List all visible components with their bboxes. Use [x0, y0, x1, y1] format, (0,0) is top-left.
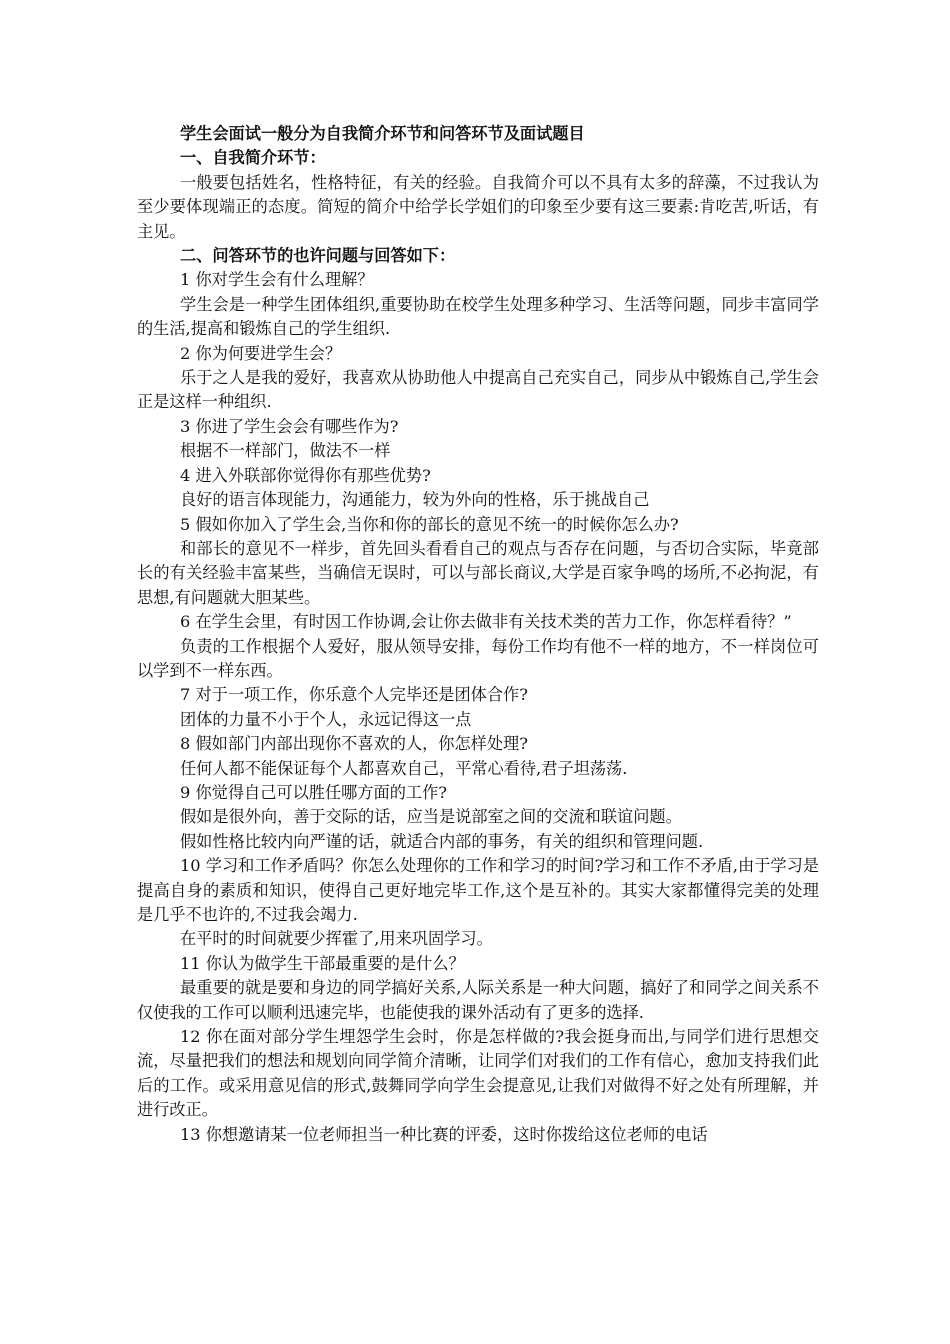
question-10: 10 学习和工作矛盾吗？你怎么处理你的工作和学习的时间?学习和工作不矛盾,由于学习是提高自身的素质和知识，使得自己更好地完毕工作,这个是互补的。其实大家都懂得完美的处理是几乎不也许的,不过我会竭力.: [137, 856, 819, 924]
document-body: [137, 122, 819, 1147]
question-5: 5 假如你加入了学生会,当你和你的部长的意见不统一的时候你怎么办?: [180, 514, 679, 534]
question-8: 8 假如部门内部出现你不喜欢的人，你怎样处理?: [180, 734, 528, 754]
question-12: 12 你在面对部分学生埋怨学生会时，你是怎样做的?我会挺身而出,与同学们进行思想交流，尽量把我们的想法和规划向同学简介清晰，让同学们对我们的工作有信心，愈加支持我们此后的工作。或采用意见信的形式,鼓舞同学向学生会提意见,让我们对做得不好之处有所理解，并进行改正。: [137, 1027, 819, 1120]
question-6: 6 在学生会里，有时因工作协调,会让你去做非有关技术类的苦力工作，你怎样看待？”: [180, 612, 792, 632]
question-7: 7 对于一项工作，你乐意个人完毕还是团体合作?: [180, 685, 528, 705]
question-4: 4 进入外联部你觉得你有那些优势?: [180, 465, 431, 485]
answer-1: 学生会是一种学生团体组织,重要协助在校学生处理多种学习、生活等问题，同步丰富同学的生活,提高和锻炼自己的学生组织.: [137, 294, 819, 339]
answer-9a: 假如是很外向，善于交际的话，应当是说部室之间的交流和联谊问题。: [180, 807, 682, 827]
answer-8: 任何人都不能保证每个人都喜欢自己，平常心看待,君子坦荡荡.: [180, 758, 628, 778]
answer-2: 乐于之人是我的爱好，我喜欢从协助他人中提高自己充实自己，同步从中锻炼自己,学生会正是这样一种组织.: [137, 368, 819, 412]
section-heading-qa: 二、问答环节的也许问题与回答如下：: [180, 246, 456, 266]
section-heading-self-intro: 一、自我简介环节：: [180, 148, 326, 168]
answer-4: 良好的语言体现能力，沟通能力，较为外向的性格，乐于挑战自己: [180, 490, 650, 510]
question-13: 13 你想邀请某一位老师担当一种比赛的评委，这时你拨给这位老师的电话: [180, 1124, 708, 1144]
answer-5: 和部长的意见不一样步，首先回头看看自己的观点与否存在问题，与否切合实际，毕竟部长的有关经验丰富某些，当确信无误时，可以与部长商议,大学是百家争鸣的场所,不必拘泥，有思想,有问题就大胆某些。: [137, 538, 819, 607]
answer-10: 在平时的时间就要少挥霍了,用来巩固学习。: [180, 929, 493, 949]
answer-11: 最重要的就是要和身边的同学搞好关系,人际关系是一种大问题，搞好了和同学之间关系不仅使我的工作可以顺利迅速完毕，也能使我的课外活动有了更多的选择.: [137, 978, 819, 1022]
answer-7: 团体的力量不小于个人，永远记得这一点: [180, 709, 472, 729]
question-3: 3 你进了学生会会有哪些作为?: [180, 416, 399, 436]
question-9: 9 你觉得自己可以胜任哪方面的工作?: [180, 782, 447, 802]
answer-6: 负责的工作根据个人爱好，服从领导安排，每份工作均有他不一样的地方，不一样岗位可以学到不一样东西。: [137, 636, 819, 680]
document-title: 学生会面试一般分为自我简介环节和问答环节及面试题目: [180, 124, 585, 143]
answer-9b: 假如性格比较内向严谨的话，就适合内部的事务，有关的组织和管理问题.: [180, 831, 704, 851]
question-1: 1 你对学生会有什么理解？: [180, 270, 374, 290]
answer-3: 根据不一样部门，做法不一样: [180, 441, 391, 461]
paragraph-self-intro: 一般要包括姓名，性格特征，有关的经验。自我简介可以不具有太多的辞藻，不过我认为至少要体现端正的态度。简短的简介中给学长学姐们的印象至少要有这三要素:肯吃苦,听话，有主见。: [137, 172, 819, 241]
question-11: 11 你认为做学生干部最重要的是什么？: [180, 953, 465, 973]
question-2: 2 你为何要进学生会？: [180, 343, 342, 363]
